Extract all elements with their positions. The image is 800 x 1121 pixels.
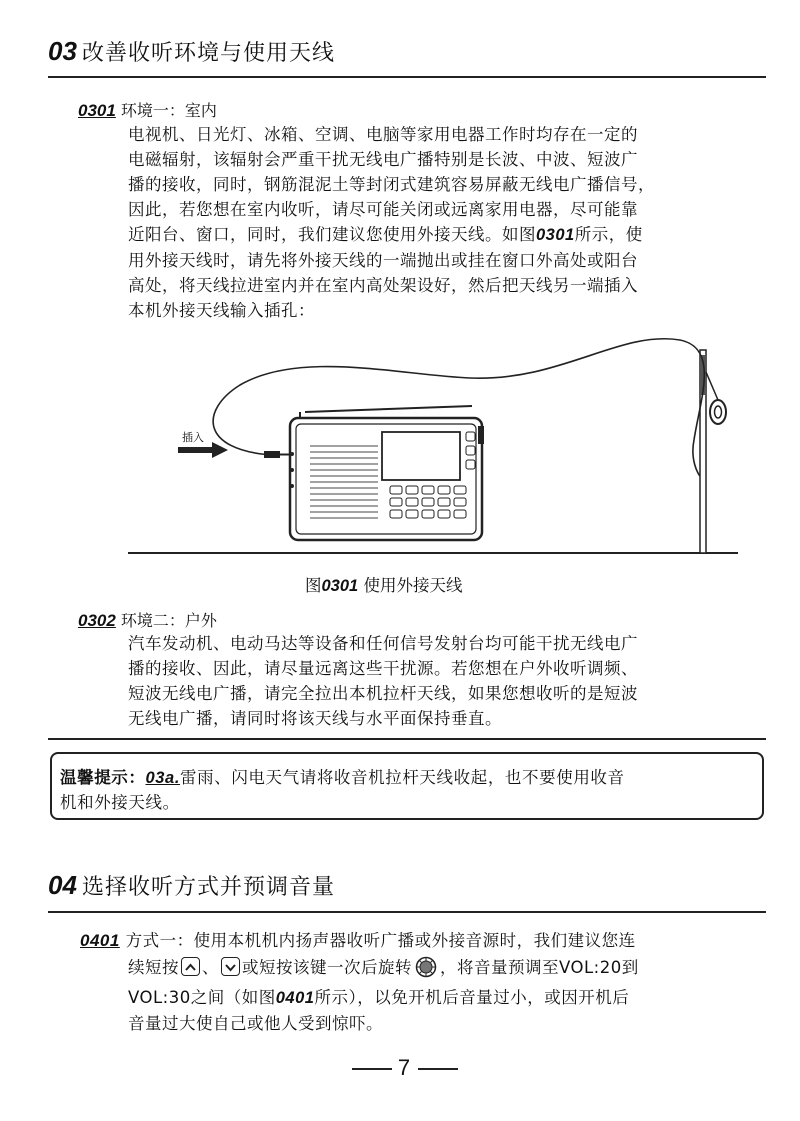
insert-label: 插入 — [182, 431, 204, 444]
text-line: 电磁辐射，该辐射会严重干扰无线电广播特别是长波、中波、短波广 — [128, 150, 638, 169]
subsection-0301-heading — [78, 98, 217, 121]
text-line: 播的接收、因此，请尽量远离这些干扰源。若您想在户外收听调频、 — [128, 659, 638, 678]
volume-up-key-icon — [181, 957, 200, 976]
section-divider — [48, 76, 766, 78]
subsection-number: 0401 — [80, 931, 120, 950]
section-title: 选择收听方式并预调音量 — [82, 875, 336, 900]
text-line: 本机外接天线输入插孔： — [128, 301, 315, 320]
text-line: 音量过大使自己或他人受到惊吓。 — [128, 1014, 383, 1033]
text-fragment: 近阳台、窗口，同时，我们建议您使用外接天线。如图 — [128, 225, 536, 244]
text-line — [128, 222, 655, 248]
tip-line-1 — [60, 764, 625, 788]
figure-caption — [305, 572, 462, 596]
tip-label: 温馨提示： — [60, 768, 146, 787]
page-number-dash-right — [418, 1068, 458, 1070]
page-number: 7 — [397, 1055, 411, 1080]
figure-reference: 0301 — [536, 226, 575, 244]
section-number: 04 — [48, 870, 77, 900]
text-line — [128, 955, 639, 985]
text-fragment: ，将音量预调至VOL:20到 — [440, 958, 639, 977]
plug-icon — [264, 451, 280, 458]
subsection-number: 0302 — [78, 611, 116, 630]
figure-reference: 0401 — [275, 989, 315, 1007]
section-divider — [48, 738, 766, 740]
section-03-heading — [48, 36, 335, 67]
text-fragment: 续短按 — [128, 958, 179, 977]
text-line: 短波无线电广播，请完全拉出本机拉杆天线，如果您想收听的是短波 — [128, 684, 638, 703]
text-line: 用外接天线时，请先将外接天线的一端抛出或挂在窗口外高处或阳台 — [128, 251, 638, 270]
caption-text: 使用外接天线 — [363, 576, 463, 595]
text-line — [80, 928, 636, 953]
subsection-0302-heading — [78, 608, 217, 631]
figure-0301-illustration — [0, 330, 800, 570]
section-number: 03 — [48, 36, 77, 66]
page-number-dash-left — [352, 1068, 392, 1070]
volume-down-key-icon — [221, 957, 240, 976]
text-line: 播的接收，同时，钢筋混泥土等封闭式建筑容易屏蔽无线电广播信号， — [128, 175, 655, 194]
text-line: 高处，将天线拉进室内并在室内高处架设好，然后把天线另一端插入 — [128, 276, 638, 295]
text-fragment: 所示），以免开机后音量过小，或因开机后 — [314, 988, 630, 1007]
tip-line-2: 机和外接天线。 — [60, 793, 180, 812]
subsection-title: 环境二：户外 — [120, 611, 217, 630]
section-divider — [48, 911, 766, 913]
text-line — [128, 985, 639, 1011]
text-fragment: 方式一：使用本机机内扬声器收听广播或外接音源时，我们建议您连 — [125, 931, 636, 950]
text-fragment: 或短按该键一次后旋转 — [242, 958, 412, 977]
subsection-title: 环境一：室内 — [120, 101, 217, 120]
text-line: 因此，若您想在室内收听，请尽可能关闭或远离家用电器，尽可能靠 — [128, 200, 638, 219]
caption-prefix: 图 — [305, 576, 322, 595]
text-fragment: VOL:30之间（如图 — [128, 988, 276, 1007]
section-04-heading — [48, 870, 335, 901]
text-fragment: 所示，使 — [574, 225, 643, 244]
text-fragment: 、 — [202, 958, 219, 977]
subsection-0401-body-cont — [128, 955, 639, 1036]
text-line: 无线电广播，请同时将该天线与水平面保持垂直。 — [128, 709, 502, 728]
tip-reference: 03a. — [145, 769, 181, 787]
radio-icon — [290, 406, 484, 540]
subsection-0301-body — [128, 122, 655, 323]
subsection-number: 0301 — [78, 101, 116, 120]
text-line: 电视机、日光灯、冰箱、空调、电脑等家用电器工作时均存在一定的 — [128, 125, 638, 144]
subsection-0401-body — [80, 928, 636, 953]
tuning-knob-icon — [415, 956, 437, 985]
section-title: 改善收听环境与使用天线 — [82, 41, 336, 66]
text-line: 汽车发动机、电动马达等设备和任何信号发射台均可能干扰无线电广 — [128, 634, 638, 653]
tip-text: 雷雨、闪电天气请将收音机拉杆天线收起，也不要使用收音 — [180, 768, 625, 787]
caption-figure-number: 0301 — [321, 577, 359, 595]
subsection-0302-body — [128, 631, 638, 731]
